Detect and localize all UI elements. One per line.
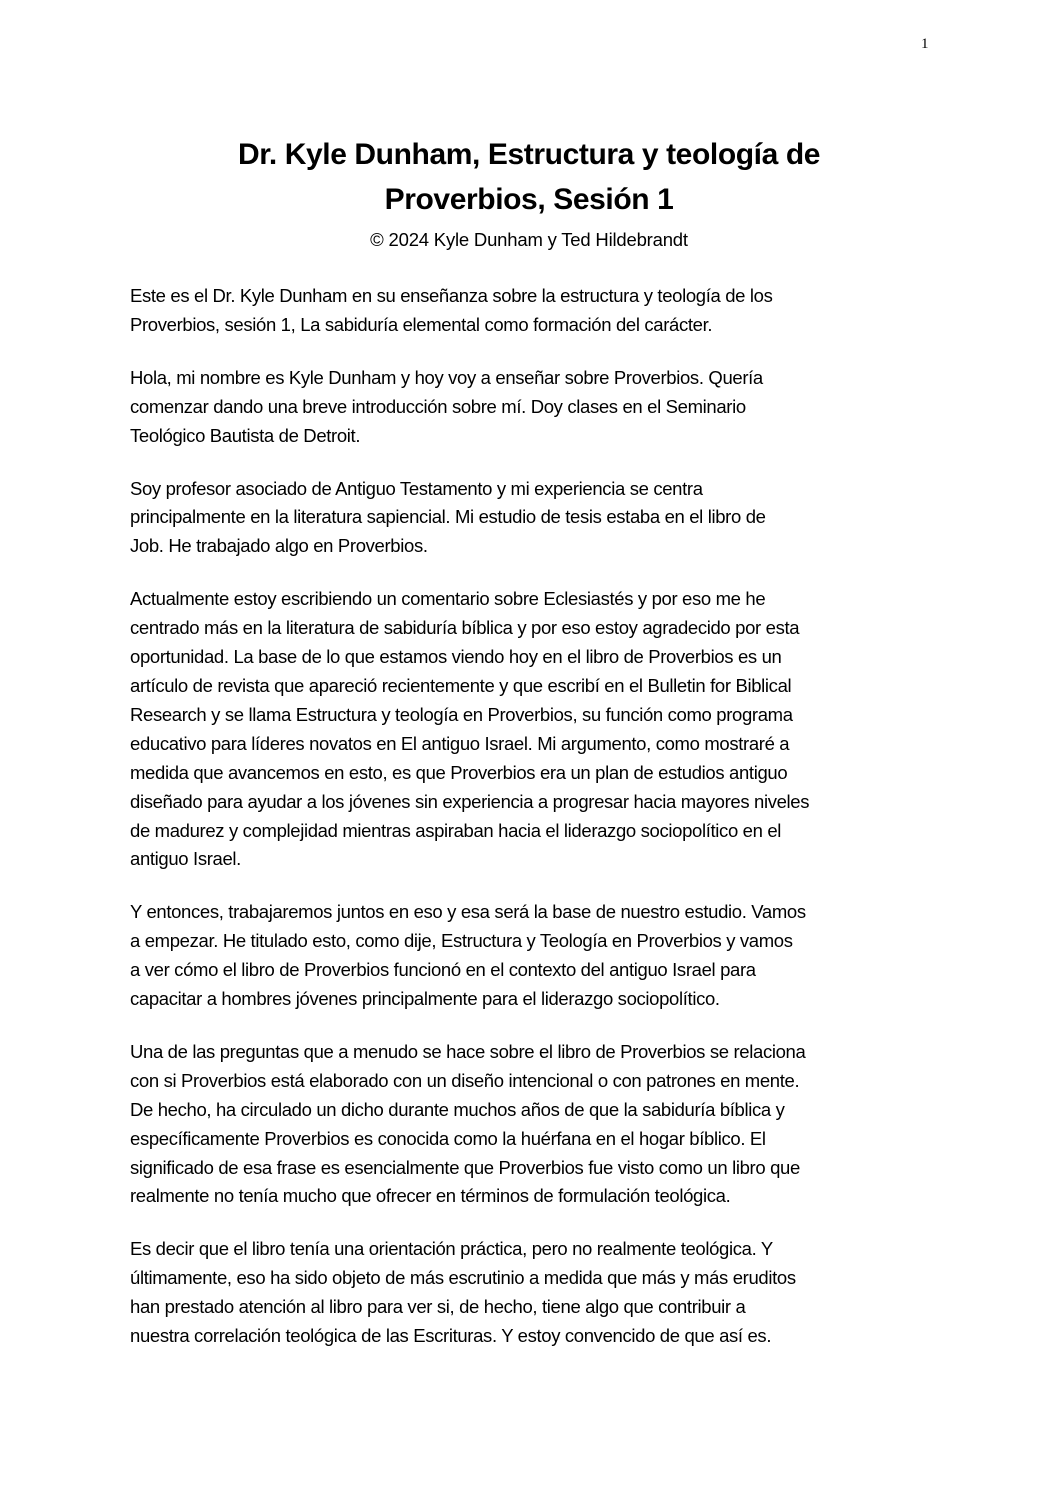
copyright-notice: © 2024 Kyle Dunham y Ted Hildebrandt <box>370 229 688 250</box>
page-number: 1 <box>921 36 929 52</box>
paragraph-line: Este es el Dr. Kyle Dunham en su enseñanza sobre la estructura y teología de los <box>130 285 773 306</box>
paragraph <box>130 475 930 562</box>
paragraph-line: De hecho, ha circulado un dicho durante muchos años de que la sabiduría bíblica y <box>130 1098 785 1120</box>
document-title <box>0 132 1058 222</box>
paragraph <box>130 898 930 1014</box>
paragraph-line: principalmente en la literatura sapiencial. Mi estudio de tesis estaba en el libro de <box>130 506 766 528</box>
paragraph-line: Research y se llama Estructura y teología en Proverbios, su función como programa <box>130 703 793 725</box>
paragraph-line: nuestra correlación teológica de las Escrituras. Y estoy convencido de que así es. <box>130 1325 772 1347</box>
paragraph-line: Proverbios, sesión 1, La sabiduría elemental como formación del carácter. <box>130 313 713 335</box>
paragraph-line: Actualmente estoy escribiendo un comentario sobre Eclesiastés y por eso me he <box>130 588 766 610</box>
paragraph <box>130 364 930 451</box>
paragraph-line: comenzar dando una breve introducción sobre mí. Doy clases en el Seminario <box>130 395 746 417</box>
paragraph-line: Una de las preguntas que a menudo se hace sobre el libro de Proverbios se relaciona <box>130 1040 806 1062</box>
paragraph-line: Soy profesor asociado de Antiguo Testamento y mi experiencia se centra <box>130 477 703 499</box>
paragraph-line: realmente no tenía mucho que ofrecer en términos de formulación teológica. <box>130 1185 731 1207</box>
paragraph-line: diseñado para ayudar a los jóvenes sin experiencia a progresar hacia mayores niveles <box>130 790 810 812</box>
paragraph-line: educativo para líderes novatos en El antiguo Israel. Mi argumento, como mostraré a <box>130 732 790 754</box>
paragraph <box>130 585 930 874</box>
paragraph <box>130 1038 930 1211</box>
paragraph <box>130 282 930 340</box>
paragraph-line: Job. He trabajado algo en Proverbios. <box>130 535 428 557</box>
paragraph <box>130 1235 930 1351</box>
paragraph-line: oportunidad. La base de lo que estamos viendo hoy en el libro de Proverbios es un <box>130 646 782 668</box>
paragraph-line: Y entonces, trabajaremos juntos en eso y esa será la base de nuestro estudio. Vamos <box>130 901 806 923</box>
paragraph-line: a ver cómo el libro de Proverbios funcionó en el contexto del antiguo Israel para <box>130 959 756 981</box>
paragraph-line: capacitar a hombres jóvenes principalmente para el liderazgo sociopolítico. <box>130 988 720 1010</box>
paragraph-line: han prestado atención al libro para ver si, de hecho, tiene algo que contribuir a <box>130 1296 746 1318</box>
paragraph-line: últimamente, eso ha sido objeto de más escrutinio a medida que más y más eruditos <box>130 1267 796 1289</box>
paragraph-line: significado de esa frase es esencialmente que Proverbios fue visto como un libro que <box>130 1156 800 1178</box>
title-line: Dr. Kyle Dunham, Estructura y teología de <box>237 138 821 171</box>
paragraph-line: con si Proverbios está elaborado con un diseño intencional o con patrones en mente. <box>130 1069 800 1091</box>
paragraph-line: antiguo Israel. <box>130 848 241 870</box>
paragraph-line: específicamente Proverbios es conocida como la huérfana en el hogar bíblico. El <box>130 1127 766 1149</box>
paragraph-line: Hola, mi nombre es Kyle Dunham y hoy voy a enseñar sobre Proverbios. Quería <box>130 366 763 388</box>
document-body <box>130 282 930 1375</box>
paragraph-line: artículo de revista que apareció recientemente y que escribí en el Bulletin for Biblical <box>130 674 792 696</box>
paragraph-line: de madurez y complejidad mientras aspiraban hacia el liderazgo sociopolítico en el <box>130 819 782 841</box>
title-line: Proverbios, Sesión 1 <box>384 183 674 216</box>
paragraph-line: Es decir que el libro tenía una orientación práctica, pero no realmente teológica. Y <box>130 1238 773 1260</box>
paragraph-line: a empezar. He titulado esto, como dije, Estructura y Teología en Proverbios y vamos <box>130 930 793 952</box>
paragraph-line: Teológico Bautista de Detroit. <box>130 424 361 446</box>
paragraph-line: medida que avancemos en esto, es que Proverbios era un plan de estudios antiguo <box>130 761 788 783</box>
paragraph-line: centrado más en la literatura de sabiduría bíblica y por eso estoy agradecido por esta <box>130 617 800 639</box>
